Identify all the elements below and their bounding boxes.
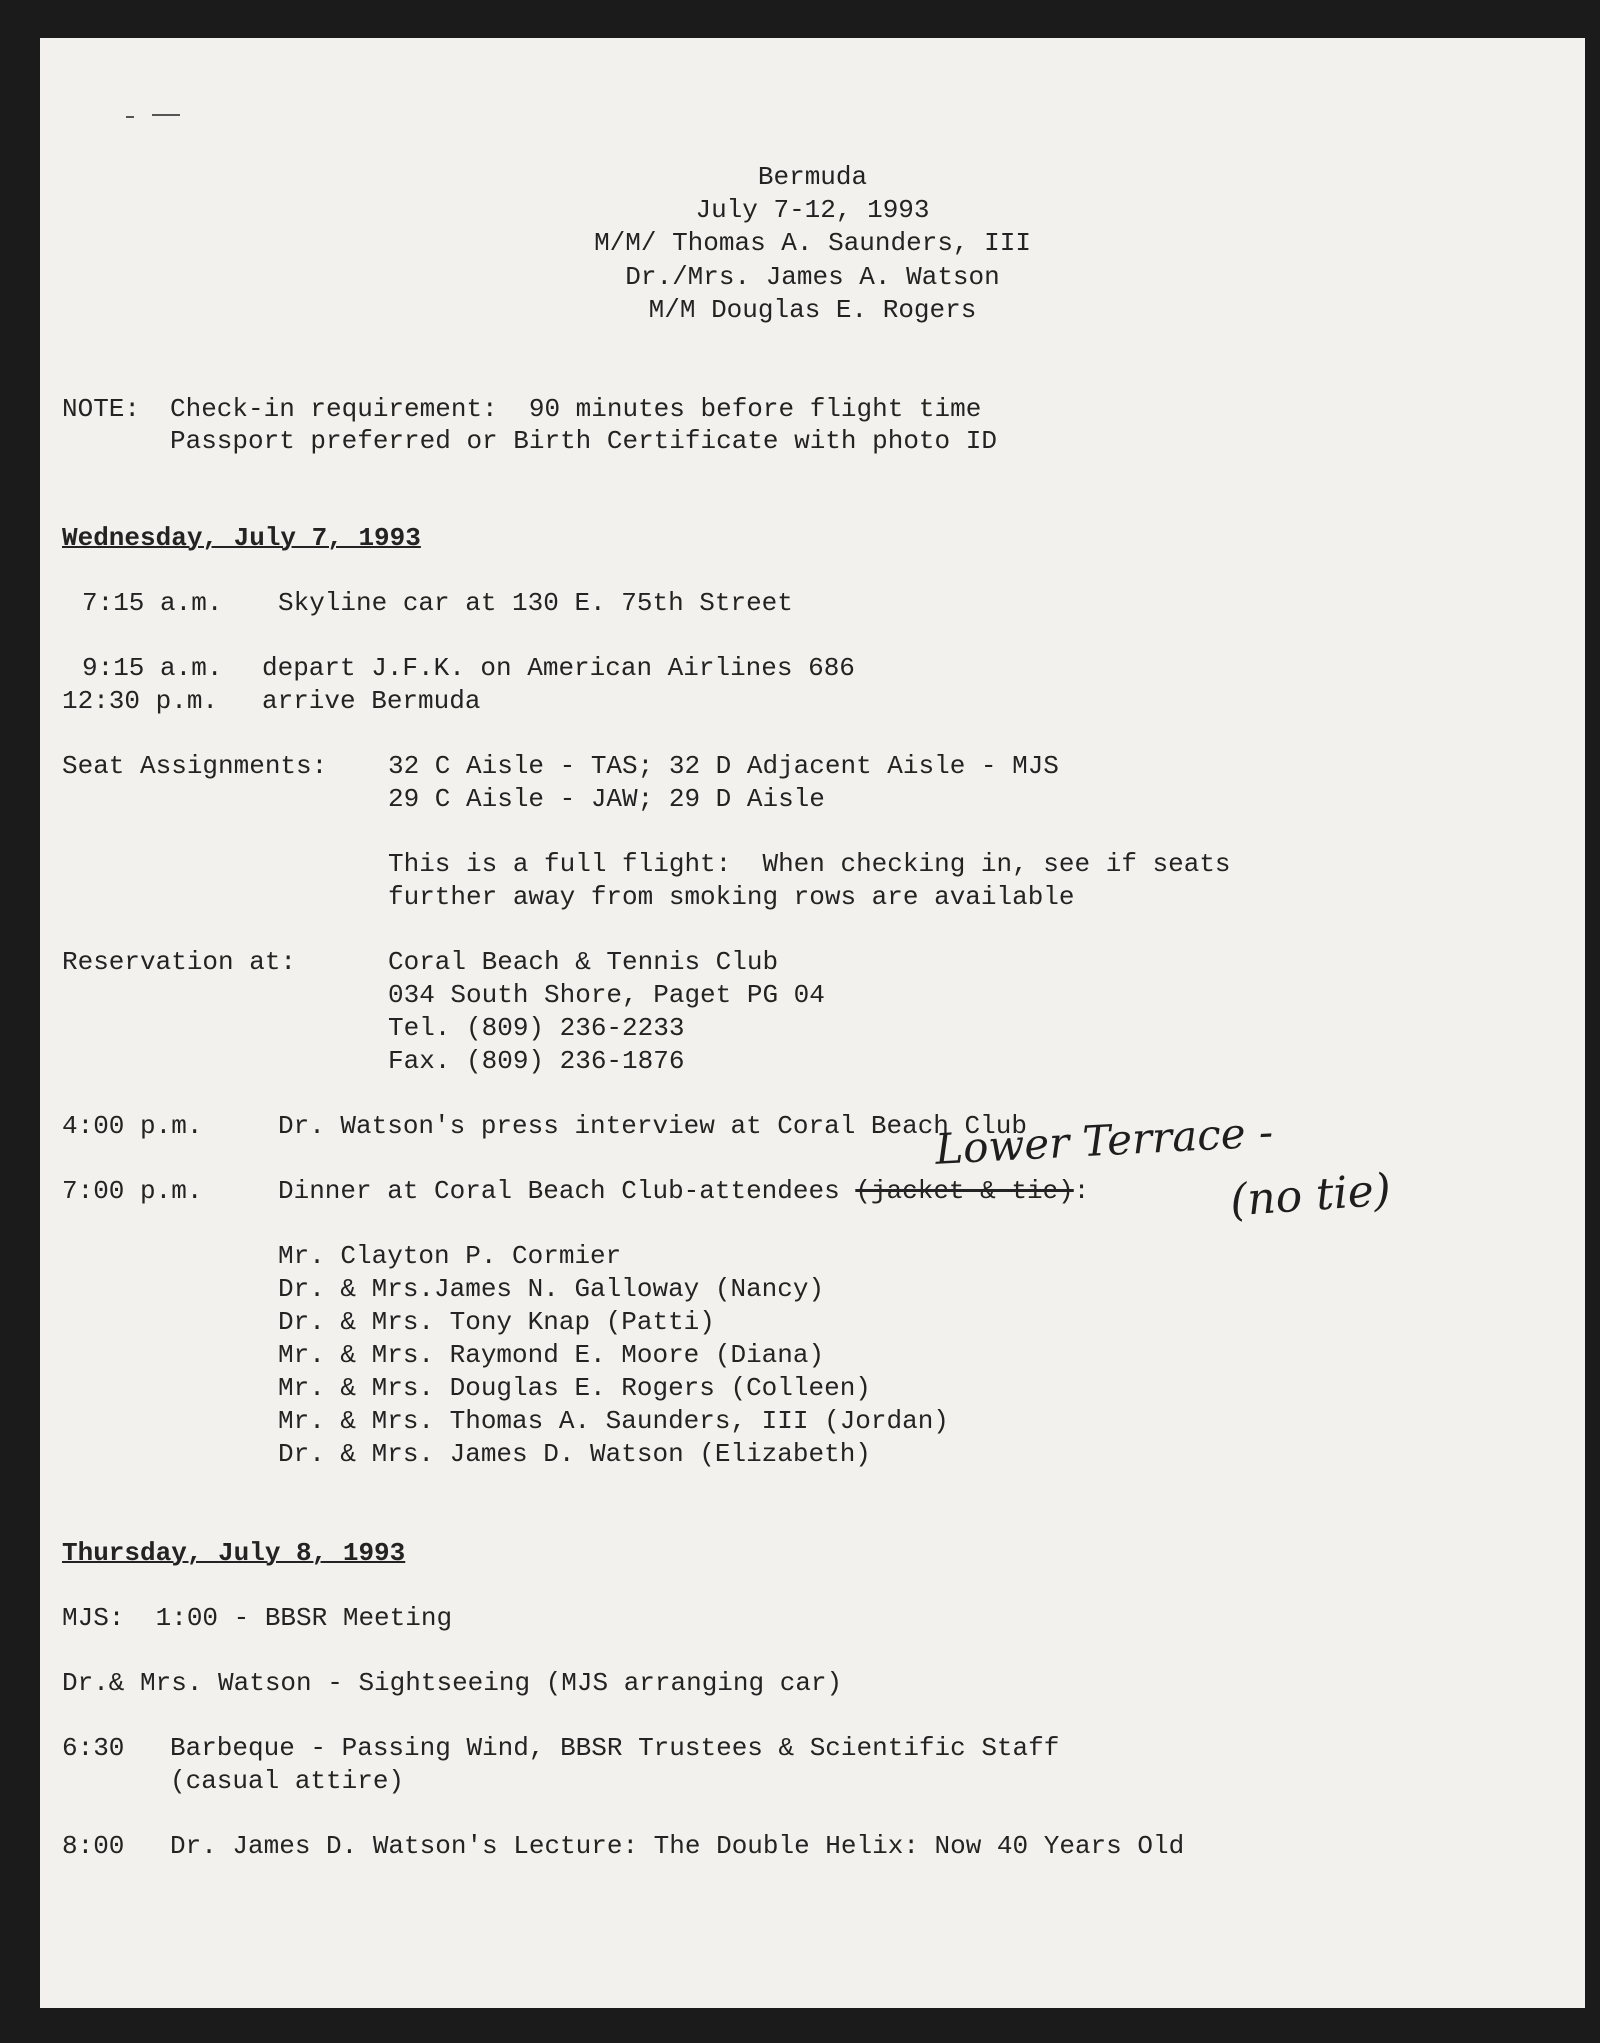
event-note: (casual attire) <box>170 1766 405 1796</box>
event-text: Dr. James D. Watson's Lecture: The Double Helix: Now 40 Years Old <box>170 1831 1185 1861</box>
note-label: NOTE: <box>62 394 141 424</box>
paper-speck <box>152 114 180 116</box>
hotel-fax: Fax. (809) 236-1876 <box>388 1046 685 1076</box>
handwritten-annotation: (no tie) <box>1228 1164 1393 1227</box>
event-text: Barbeque - Passing Wind, BBSR Trustees & Scientific Staff <box>170 1733 1060 1763</box>
seat-assignment: 32 C Aisle - TAS; 32 D Adjacent Aisle - MJS <box>388 751 1059 781</box>
event-text: depart J.F.K. on American Airlines 686 <box>262 653 855 683</box>
event-text: arrive Bermuda <box>262 686 481 716</box>
itinerary-dates: July 7-12, 1993 <box>695 195 930 225</box>
attendee: Mr. & Mrs. Thomas A. Saunders, III (Jordan) <box>278 1406 949 1436</box>
event-time: 12:30 p.m. <box>62 686 219 716</box>
dinner-line <box>278 1176 1089 1206</box>
hotel-name: Coral Beach & Tennis Club <box>388 947 779 977</box>
attendee: Dr. & Mrs. Tony Knap (Patti) <box>278 1307 715 1337</box>
event-text: Skyline car at 130 E. 75th Street <box>278 588 793 618</box>
event-text: Dr.& Mrs. Watson - Sightseeing (MJS arranging car) <box>62 1668 843 1698</box>
flight-note: This is a full flight: When checking in, see if seats <box>388 849 1231 879</box>
paper-speck <box>126 116 134 118</box>
party-member: M/M Douglas E. Rogers <box>648 295 977 325</box>
event-time: 6:30 <box>62 1733 125 1763</box>
handwritten-annotation: Lower Terrace - <box>933 1107 1275 1174</box>
itinerary-title: Bermuda <box>757 162 868 192</box>
event-text: Dinner at Coral Beach Club-attendees <box>278 1176 840 1206</box>
note-line: Passport preferred or Birth Certificate with photo ID <box>170 426 997 456</box>
hotel-tel: Tel. (809) 236-2233 <box>388 1013 685 1043</box>
event-text: Dr. Watson's press interview at Coral Beach Club <box>278 1111 1027 1141</box>
reservation-label: Reservation at: <box>62 947 297 977</box>
seat-assignment: 29 C Aisle - JAW; 29 D Aisle <box>388 784 825 814</box>
attendee: Mr. & Mrs. Douglas E. Rogers (Colleen) <box>278 1373 871 1403</box>
event-time: 4:00 p.m. <box>62 1111 203 1141</box>
event-time: 8:00 <box>62 1831 125 1861</box>
event-time: 9:15 a.m. <box>82 653 223 683</box>
struck-text: (jacket & tie) <box>855 1176 1074 1206</box>
party-member: M/M/ Thomas A. Saunders, III <box>594 228 1031 258</box>
event-time: 7:15 a.m. <box>82 588 223 618</box>
hotel-address: 034 South Shore, Paget PG 04 <box>388 980 825 1010</box>
flight-note: further away from smoking rows are available <box>388 882 1075 912</box>
document-page <box>40 38 1585 2008</box>
party-member: Dr./Mrs. James A. Watson <box>625 262 1000 292</box>
seat-assignments-label: Seat Assignments: <box>62 751 328 781</box>
day-heading-wednesday: Wednesday, July 7, 1993 <box>62 523 421 553</box>
day-heading-thursday: Thursday, July 8, 1993 <box>62 1538 406 1568</box>
attendee: Mr. & Mrs. Raymond E. Moore (Diana) <box>278 1340 825 1370</box>
note-line: Check-in requirement: 90 minutes before flight time <box>170 394 982 424</box>
event-time: 7:00 p.m. <box>62 1176 203 1206</box>
event-text: MJS: 1:00 - BBSR Meeting <box>62 1603 453 1633</box>
attendee: Dr. & Mrs. James D. Watson (Elizabeth) <box>278 1439 871 1469</box>
attendee: Dr. & Mrs.James N. Galloway (Nancy) <box>278 1274 825 1304</box>
dinner-suffix: : <box>1073 1176 1090 1206</box>
attendee: Mr. Clayton P. Cormier <box>278 1241 622 1271</box>
